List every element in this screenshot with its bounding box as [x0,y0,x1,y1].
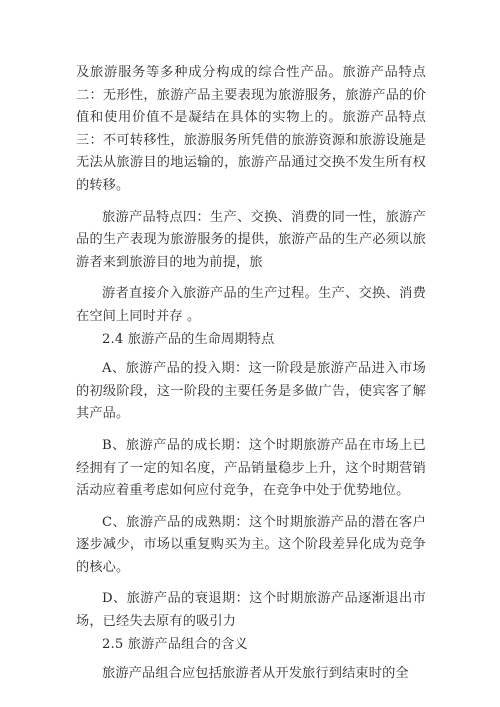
paragraph-continuation: 游者直接介入旅游产品的生产过程。生产、交换、消费在空间上同时并存 。 [76,286,426,324]
section-heading-2-5: 2.5 旅游产品组合的含义 [102,636,248,652]
paragraph-stage-b: B、旅游产品的成长期：这个时期旅游产品在市场上已经拥有了一定的知名度，产品销量稳步上升，这个时期营销活动应着重考虑如何应付竞争，在竞争中处于优势地位。 [76,437,426,499]
paragraph-product-feature-4: 旅游产品特点四：生产、交换、消费的同一性，旅游产品的生产表现为旅游服务的提供，旅游产品的生产必须以旅游者来到旅游目的地为前提，旅 [76,209,426,270]
paragraph-stage-c: C、旅游产品的成熟期：这个时期旅游产品的潜在客户逐步减少，市场以重复购买为主。这个阶段差异化成为竞争的核心。 [76,514,426,575]
paragraph-product-combination: 旅游产品组合应包括旅游者从开发旅行到结束时的全 [102,666,409,682]
paragraph-product-features-2-3: 及旅游服务等多种成分构成的综合性产品。旅游产品特点二：无形性，旅游产品主要表现为旅游服务，旅游产品的价值和使用价值不是凝结在具体的实物上的。旅游产品特点三：不可转移性，旅游服务所凭借的旅游资源和旅游设施是无法从旅游目的地运输的，旅游产品通过交换不发生所有权的转移。 [76,65,426,193]
paragraph-stage-a: A、旅游产品的投入期：这一阶段是旅游产品进入市场的初级阶段，这一阶段的主要任务是多做广告，使宾客了解其产品。 [76,361,426,422]
document-page [76,62,426,686]
section-heading-2-4: 2.4 旅游产品的生命周期特点 [102,331,275,347]
paragraph-stage-d: D、旅游产品的衰退期：这个时期旅游产品逐渐退出市场，已经失去原有的吸引力 [76,591,426,630]
